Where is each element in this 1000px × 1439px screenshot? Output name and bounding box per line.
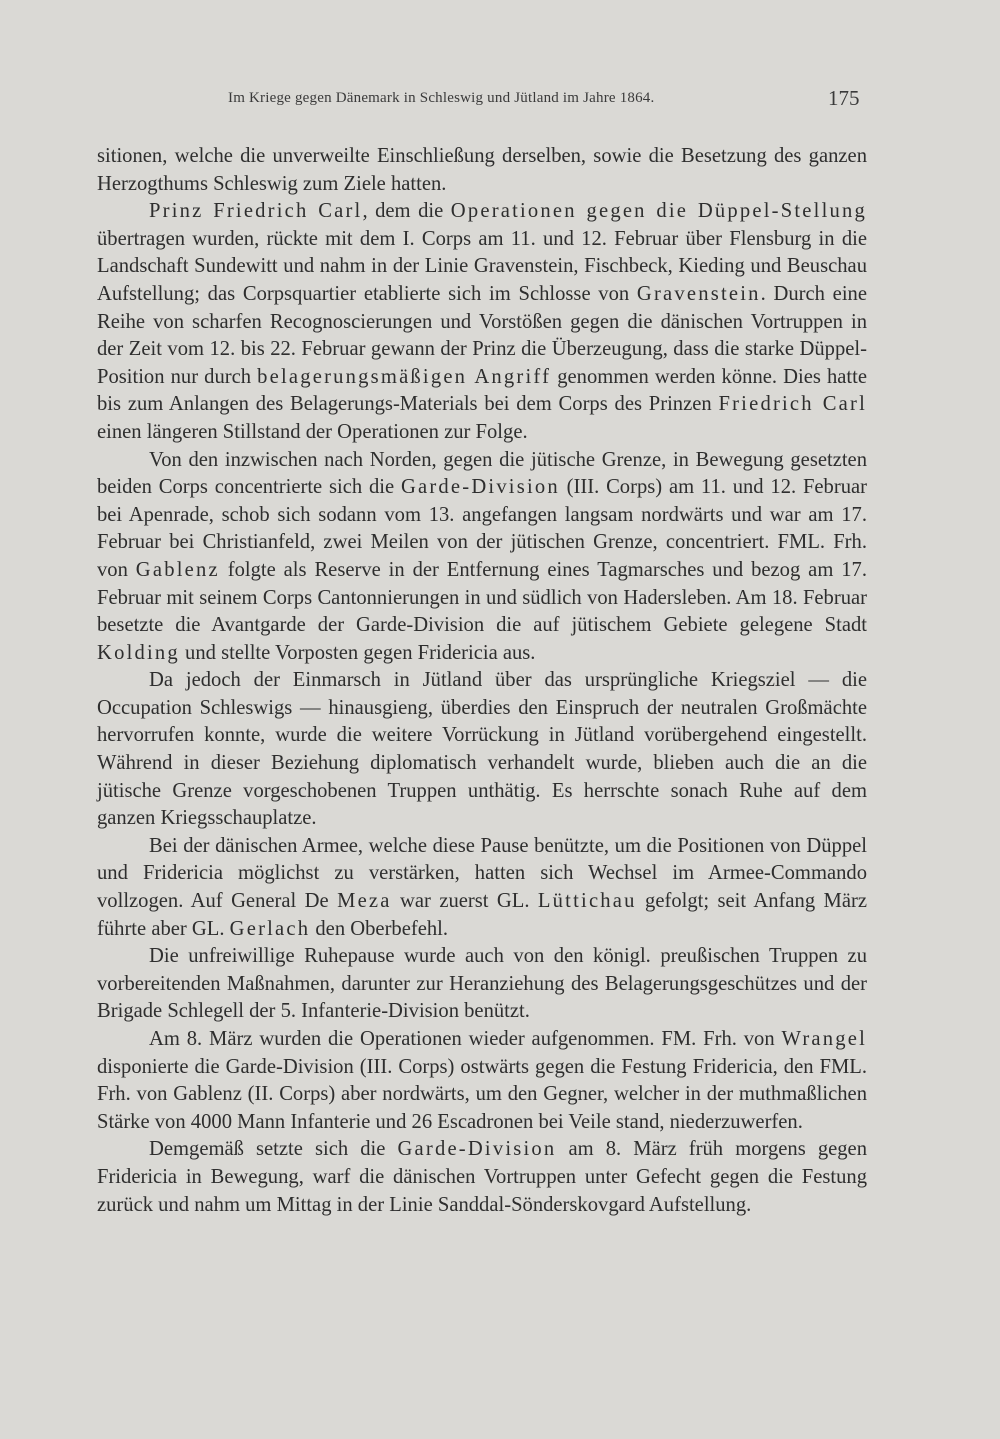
paragraph [97, 943, 867, 1026]
spaced-emphasis: belagerungsmäßigen Angriff [257, 365, 552, 388]
text-run: und stellte Vorposten gegen Fridericia aus. [179, 641, 536, 664]
text-run: gefolgt; seit Anfang März führte aber GL. [97, 890, 867, 940]
paragraph [97, 1136, 867, 1219]
text-run: (III. Corps) am 11. und 12. Februar bei Apenrade, schob sich sodann vom 13. angefangen langsam nordwärts und war am 17. Februar bei Christianfeld, zwei Meilen von der jütischen Grenze, concentriert. FML. Frh. von [97, 476, 867, 581]
spaced-emphasis: Wrangel [781, 1028, 867, 1050]
spaced-emphasis: Meza [337, 890, 392, 913]
spaced-emphasis: Friedrich Carl [718, 393, 867, 416]
paragraph [97, 667, 867, 833]
text-run: war zuerst GL. [391, 890, 538, 913]
spaced-emphasis: Operationen gegen die Düppel-Stellung [450, 200, 867, 223]
text-run: Bei der dänischen Armee, welche diese Pause benützte, um die Positionen von Düppel und Fridericia möglichst zu verstärken, hatten sich Wechsel im Armee-Commando vollzogen. Auf General De [97, 834, 867, 913]
spaced-emphasis: Garde-Division [397, 1138, 557, 1161]
body-text [97, 143, 867, 1219]
text-run: übertragen wurden, rückte mit dem I. Corps am 11. und 12. Februar über Flensburg in die Landschaft Sundewitt und nahm in der Linie Gravenstein, Fischbeck, Kieding und Beuschau Aufstellung; das Corpsquartier etablierte sich im Schlosse von [97, 227, 867, 305]
spaced-emphasis: Kolding [97, 641, 180, 664]
text-run: , dem die [362, 200, 451, 223]
text-run: genommen werden könne. Dies hatte bis zum Anlangen des Belagerungs-Materials bei dem Corps des Prinzen [97, 365, 867, 416]
paragraph [97, 1026, 867, 1136]
text-run: sitionen, welche die unverweilte Einschließung derselben, sowie die Besetzung des ganzen Herzogthums Schleswig zum Ziele hatten. [97, 145, 867, 195]
text-run: disponierte die Garde-Division (III. Corps) ostwärts gegen die Festung Fridericia, den FML. Frh. von Gablenz (II. Corps) aber nordwärts, um den Gegner, welcher in der muthmaßlichen Stärke von 4000 Mann Infanterie und 26 Escadronen bei Veile stand, niederzuwerfen. [97, 1055, 867, 1133]
spaced-emphasis: Gravenstein [636, 282, 761, 305]
text-run: einen längeren Stillstand der Operationen zur Folge. [97, 420, 528, 443]
paragraph [97, 447, 867, 668]
spaced-emphasis: Gablenz [135, 558, 220, 581]
paragraph [97, 143, 867, 198]
spaced-emphasis: Garde-Division [400, 476, 560, 499]
text-run: Demgemäß setzte sich die [149, 1138, 398, 1161]
text-run: Die unfreiwillige Ruhepause wurde auch von den königl. preußischen Truppen zu vorbereitenden Maßnahmen, darunter zur Heranziehung des Belagerungsgeschützes und der Brigade Schlegell der 5. Infanterie-Division benützt. [97, 945, 867, 1023]
text-run: Von den inzwischen nach Norden, gegen die jütische Grenze, in Bewegung gesetzten beiden Corps concentrierte sich die [97, 448, 867, 499]
text-run: Am 8. März wurden die Operationen wieder aufgenommen. FM. Frh. von [149, 1028, 782, 1050]
text-run: folgte als Reserve in der Entfernung eines Tagmarsches und bezog am 17. Februar mit seinem Corps Cantonnierungen in und südlich von Hadersleben. Am 18. Februar besetzte die Avantgarde der Garde-Division die auf jütischem Gebiete gelegene Stadt [97, 558, 867, 637]
paragraph [97, 833, 867, 943]
page-number: 175 [828, 86, 860, 110]
text-run: den Oberbefehl. [310, 917, 449, 940]
running-title: Im Kriege gegen Dänemark in Schleswig und Jütland im Jahre 1864. [228, 90, 655, 106]
text-run: Da jedoch der Einmarsch in Jütland über das ursprüngliche Kriegsziel — die Occupation Schleswigs — hinausgieng, überdies den Einspruch der neutralen Großmächte hervorrufen konnte, wurde die weitere Vorrückung in Jütland vorübergehend eingestellt. Während in dieser Beziehung diplomatisch verhandelt wurde, blieben auch die an die jütische Grenze vorgeschobenen Truppen unthätig. Es herrschte sonach Ruhe auf dem ganzen Kriegsschauplatze. [97, 669, 867, 830]
spaced-emphasis: Gerlach [229, 917, 311, 940]
spaced-emphasis: Lüttichau [537, 890, 637, 913]
paragraph [97, 198, 867, 446]
text-run: . Durch eine Reihe von scharfen Recognoscierungen und Vorstößen gegen die dänischen Vortruppen in der Zeit vom 12. bis 22. Februar gewann der Prinz die Überzeugung, dass die starke Düppel-Position nur durch [97, 282, 867, 388]
text-run: am 8. März früh morgens gegen Fridericia in Bewegung, warf die dänischen Vortruppen unter Gefecht gegen die Festung zurück und nahm um Mittag in der Linie Sanddal-Sönderskovgard Aufstellung. [97, 1138, 867, 1216]
spaced-emphasis: Prinz Friedrich Carl [149, 200, 363, 223]
